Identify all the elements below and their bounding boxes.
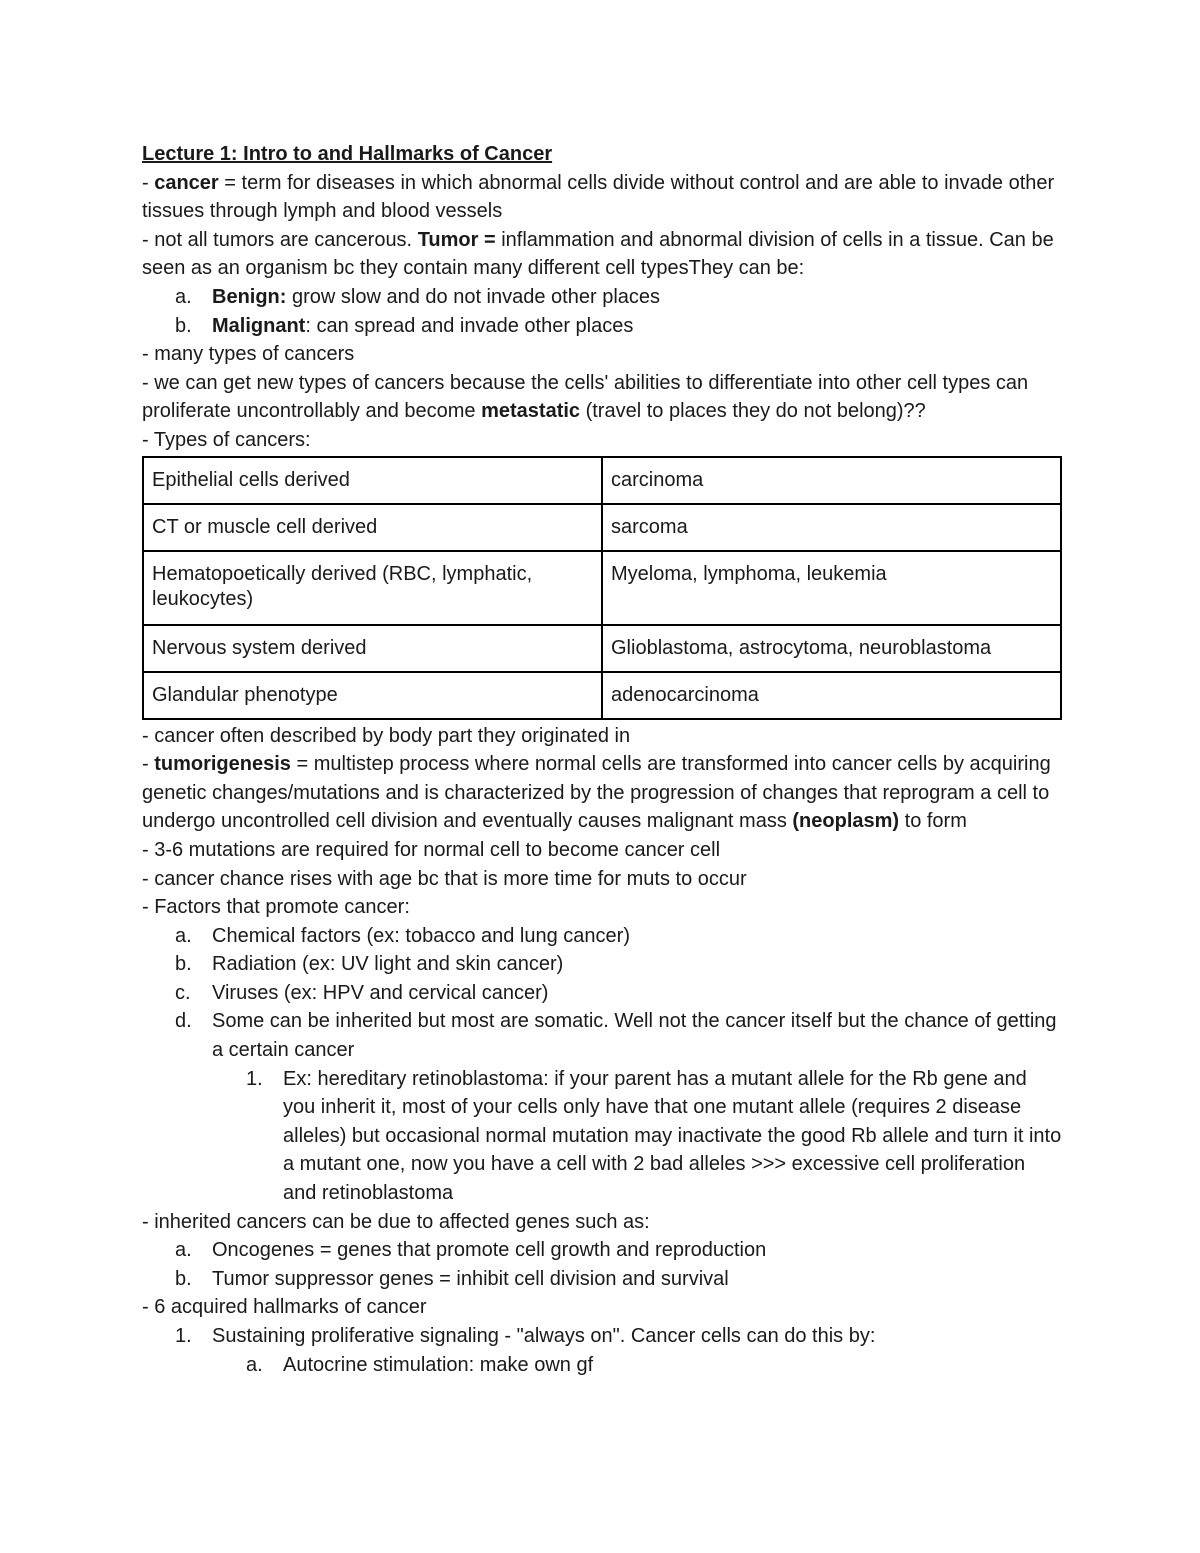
table-row xyxy=(143,504,1061,551)
metastatic-paragraph: - we can get new types of cancers because the cells' abilities to differentiate into other cell types can proliferate uncontrollably and become metastatic (travel to places they do not belong)?? xyxy=(142,371,1029,423)
paragraph: - Types of cancers: xyxy=(142,428,311,451)
list-item: a. Benign: grow slow and do not invade other places xyxy=(175,285,661,308)
table-cell: Myeloma, lymphoma, leukemia xyxy=(602,551,1061,625)
cancer-definition: - cancer = term for diseases in which abnormal cells divide without control and are able to invade other tissues through lymph and blood vessels xyxy=(142,171,1055,223)
paragraph: - 6 acquired hallmarks of cancer xyxy=(142,1296,427,1319)
paragraph: - cancer chance rises with age bc that is more time for muts to occur xyxy=(142,867,747,890)
list-item: d. Some can be inherited but most are somatic. Well not the cancer itself but the chance of getting a certain cancer xyxy=(175,1010,1057,1062)
list-item: b. Radiation (ex: UV light and skin cancer) xyxy=(175,953,564,976)
list-item: a. Oncogenes = genes that promote cell growth and reproduction xyxy=(175,1239,767,1262)
table-row xyxy=(143,672,1061,719)
table-cell: CT or muscle cell derived xyxy=(143,504,602,551)
list-item: a. Autocrine stimulation: make own gf xyxy=(246,1353,594,1376)
paragraph: - inherited cancers can be due to affected genes such as: xyxy=(142,1210,650,1233)
list-item: c. Viruses (ex: HPV and cervical cancer) xyxy=(175,981,549,1004)
list-item: 1. Ex: hereditary retinoblastoma: if your parent has a mutant allele for the Rb gene and you inherit it, most of your cells only have that one mutant allele (requires 2 disease alleles) but occasional normal mutation may inactivate the good Rb allele and turn it into a mutant one, now you have a cell with 2 bad alleles >>> excessive cell proliferation and retinoblastoma xyxy=(246,1067,1062,1205)
table-cell: Epithelial cells derived xyxy=(143,457,602,504)
table-row xyxy=(143,625,1061,672)
table-row xyxy=(143,457,1061,504)
table-row xyxy=(143,551,1061,625)
list-item: b. Malignant: can spread and invade other places xyxy=(175,314,634,337)
cancer-types-table xyxy=(142,456,1062,720)
paragraph: - many types of cancers xyxy=(142,343,355,366)
paragraph: - cancer often described by body part they originated in xyxy=(142,724,631,747)
list-item: 1. Sustaining proliferative signaling - "always on". Cancer cells can do this by: xyxy=(175,1325,876,1347)
document-page xyxy=(142,140,1062,1379)
list-item: a. Chemical factors (ex: tobacco and lung cancer) xyxy=(175,924,630,947)
table-cell: carcinoma xyxy=(602,457,1061,504)
tumorigenesis-paragraph: - tumorigenesis = multistep process where normal cells are transformed into cancer cells by acquiring genetic changes/mutations and is characterized by the progression of changes that reprogram a cell to undergo uncontrolled cell division and eventually causes malignant mass (neoplasm) to form xyxy=(142,753,1051,833)
table-cell: Glandular phenotype xyxy=(143,672,602,719)
paragraph: - Factors that promote cancer: xyxy=(142,896,410,919)
table-cell: adenocarcinoma xyxy=(602,672,1061,719)
list-item: b. Tumor suppressor genes = inhibit cell division and survival xyxy=(175,1267,729,1290)
lecture-title: Lecture 1: Intro to and Hallmarks of Cancer xyxy=(142,143,553,165)
table-cell: sarcoma xyxy=(602,504,1061,551)
tumor-definition: - not all tumors are cancerous. Tumor = inflammation and abnormal division of cells in a tissue. Can be seen as an organism bc they contain many different cell typesThey can be: xyxy=(142,228,1054,280)
table-cell: Glioblastoma, astrocytoma, neuroblastoma xyxy=(602,625,1061,672)
paragraph: - 3-6 mutations are required for normal cell to become cancer cell xyxy=(142,838,721,861)
table-cell: Nervous system derived xyxy=(143,625,602,672)
table-cell: Hematopoetically derived (RBC, lymphatic, leukocytes) xyxy=(143,551,602,625)
